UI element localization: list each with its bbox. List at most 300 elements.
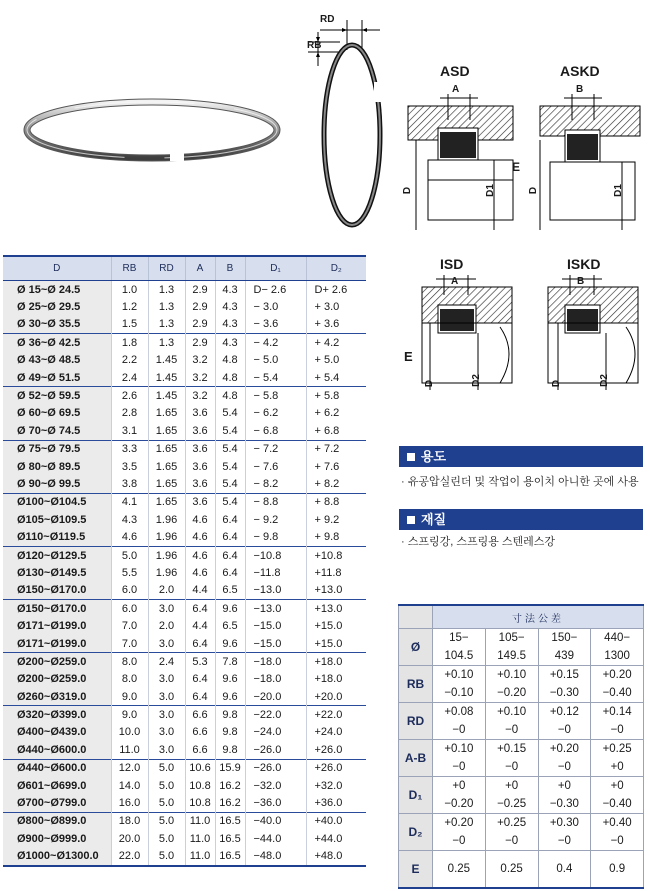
table-cell: D− 2.6 — [245, 281, 306, 299]
diameter-range-cell: Ø320~Ø399.0 — [3, 706, 111, 724]
table-cell: 6.4 — [185, 688, 215, 706]
table-cell: 15.9 — [215, 759, 245, 777]
tolerance-value: −0 — [452, 835, 466, 847]
diameter-range-cell: Ø130~Ø149.5 — [3, 564, 111, 581]
table-cell: 5.4 — [215, 475, 245, 493]
askd-d-label: D — [528, 186, 540, 195]
tolerance-value: 0.9 — [609, 863, 626, 875]
asd-e-label: E — [512, 160, 521, 174]
table-cell: 5.4 — [215, 493, 245, 511]
table-cell: 5.0 — [148, 777, 185, 794]
table-row — [3, 405, 366, 422]
tolerance-cell — [538, 851, 591, 889]
table-cell: 4.3 — [215, 334, 245, 352]
tolerance-cell — [485, 814, 538, 851]
table-row — [3, 830, 366, 847]
iskd-b-label: B — [577, 276, 585, 287]
table-cell: 10.0 — [111, 724, 148, 741]
tolerance-table — [398, 604, 644, 889]
tolerance-value: +0.20 — [602, 669, 632, 681]
square-bullet-icon — [407, 516, 415, 524]
tolerance-value: 0.4 — [556, 863, 573, 875]
table-cell: 1.2 — [111, 298, 148, 315]
tolerance-label: E — [399, 851, 433, 889]
table-cell: 7.0 — [111, 635, 148, 653]
table-cell: + 5.8 — [306, 387, 366, 405]
tolerance-label: RB — [399, 666, 433, 703]
table-cell: 11.0 — [185, 812, 215, 830]
table-cell: −44.0 — [245, 830, 306, 847]
table-cell: 6.6 — [185, 724, 215, 741]
column-header: D₂ — [306, 256, 366, 281]
tolerance-cell — [591, 740, 644, 777]
tolerance-value: −0 — [452, 724, 466, 736]
table-row — [3, 298, 366, 315]
table-cell: + 3.6 — [306, 316, 366, 334]
diameter-range-cell: Ø440~Ø600.0 — [3, 759, 111, 777]
table-cell: 4.6 — [111, 528, 148, 546]
tolerance-label: RD — [399, 703, 433, 740]
tolerance-cell — [485, 740, 538, 777]
table-row — [3, 458, 366, 475]
tolerance-row — [399, 740, 644, 777]
table-row — [3, 617, 366, 634]
tolerance-cell — [591, 666, 644, 703]
tolerance-value: +0 — [610, 780, 624, 792]
table-cell: 4.3 — [215, 316, 245, 334]
table-row — [3, 653, 366, 671]
table-cell: −22.0 — [245, 706, 306, 724]
table-cell: 16.5 — [215, 830, 245, 847]
table-cell: −15.0 — [245, 635, 306, 653]
table-cell: 3.2 — [185, 369, 215, 387]
dimension-table-header — [3, 256, 366, 281]
table-cell: 3.1 — [111, 422, 148, 440]
tolerance-cell — [538, 777, 591, 814]
tolerance-row — [399, 777, 644, 814]
column-header: RD — [148, 256, 185, 281]
diameter-range-cell: Ø150~Ø170.0 — [3, 600, 111, 618]
tolerance-label: A-B — [399, 740, 433, 777]
table-cell: 4.6 — [185, 511, 215, 528]
tolerance-row — [399, 851, 644, 889]
diameter-range-cell: Ø700~Ø799.0 — [3, 794, 111, 812]
tolerance-cell — [433, 851, 486, 889]
diameter-range-cell: Ø 90~Ø 99.5 — [3, 475, 111, 493]
table-cell: −18.0 — [245, 653, 306, 671]
diameter-range-cell: Ø260~Ø319.0 — [3, 688, 111, 706]
table-cell: 4.6 — [185, 528, 215, 546]
isd-d2-label: D2 — [470, 374, 482, 387]
isd-a-label: A — [451, 276, 459, 287]
table-cell: + 8.2 — [306, 475, 366, 493]
usage-title: 용도 — [421, 449, 447, 464]
table-cell: 1.3 — [148, 281, 185, 299]
ring-photo — [20, 95, 285, 170]
table-cell: 2.2 — [111, 352, 148, 369]
table-cell: 6.4 — [185, 600, 215, 618]
table-cell: 6.4 — [185, 635, 215, 653]
table-cell: +48.0 — [306, 848, 366, 866]
tolerance-cell — [433, 814, 486, 851]
table-cell: − 8.8 — [245, 493, 306, 511]
table-cell: + 6.8 — [306, 422, 366, 440]
table-cell: 3.6 — [185, 458, 215, 475]
table-cell: 3.8 — [111, 475, 148, 493]
tolerance-row — [399, 703, 644, 740]
table-cell: 16.0 — [111, 794, 148, 812]
table-row — [3, 422, 366, 440]
tolerance-cell — [485, 629, 538, 666]
table-cell: 2.9 — [185, 334, 215, 352]
tolerance-value: 104.5 — [444, 650, 474, 662]
table-cell: 7.0 — [111, 617, 148, 634]
table-cell: − 9.8 — [245, 528, 306, 546]
table-cell: − 8.2 — [245, 475, 306, 493]
square-bullet-icon — [407, 453, 415, 461]
tolerance-cell — [433, 777, 486, 814]
tolerance-value: 439 — [554, 650, 574, 662]
table-row — [3, 741, 366, 759]
table-cell: 9.8 — [215, 724, 245, 741]
table-cell: 10.8 — [185, 794, 215, 812]
tolerance-value: −0.40 — [602, 798, 632, 810]
tolerance-value: 1300 — [604, 650, 630, 662]
tolerance-value: +0.10 — [497, 706, 527, 718]
tolerance-value: −0.25 — [497, 798, 527, 810]
table-cell: 3.6 — [185, 493, 215, 511]
diameter-range-cell: Ø 49~Ø 51.5 — [3, 369, 111, 387]
table-cell: 4.8 — [215, 387, 245, 405]
table-cell: 5.0 — [148, 812, 185, 830]
corner-cell — [399, 605, 433, 629]
table-cell: 1.65 — [148, 440, 185, 458]
tolerance-value: 0.25 — [500, 863, 523, 875]
table-cell: 6.4 — [215, 511, 245, 528]
tolerance-value: +0 — [557, 780, 571, 792]
tolerance-label: D₂ — [399, 814, 433, 851]
table-cell: + 4.2 — [306, 334, 366, 352]
diameter-range-cell: Ø 30~Ø 35.5 — [3, 316, 111, 334]
tolerance-value: −0 — [610, 724, 624, 736]
asd-d1-label: D1 — [484, 184, 496, 197]
iskd-d2-label: D2 — [598, 374, 610, 387]
table-cell: 1.65 — [148, 458, 185, 475]
table-cell: − 4.2 — [245, 334, 306, 352]
table-cell: 9.6 — [215, 671, 245, 688]
table-row — [3, 582, 366, 600]
diameter-range-cell: Ø 70~Ø 74.5 — [3, 422, 111, 440]
table-cell: 4.8 — [215, 369, 245, 387]
rb-label: RB — [307, 40, 322, 51]
tolerance-value: +0.15 — [549, 669, 579, 681]
diameter-range-cell: Ø100~Ø104.5 — [3, 493, 111, 511]
table-cell: 11.0 — [111, 741, 148, 759]
table-cell: 22.0 — [111, 848, 148, 866]
table-cell: 3.0 — [148, 671, 185, 688]
table-cell: − 7.6 — [245, 458, 306, 475]
table-cell: −24.0 — [245, 724, 306, 741]
table-cell: 16.5 — [215, 848, 245, 866]
table-cell: 5.0 — [148, 848, 185, 866]
tolerance-cell — [538, 740, 591, 777]
tolerance-label: D₁ — [399, 777, 433, 814]
tolerance-cell — [591, 851, 644, 889]
table-cell: 3.3 — [111, 440, 148, 458]
column-header: D — [3, 256, 111, 281]
table-cell: 3.6 — [185, 422, 215, 440]
diameter-range-cell: Ø120~Ø129.5 — [3, 546, 111, 564]
table-cell: 5.4 — [215, 422, 245, 440]
tolerance-value: −0 — [557, 835, 571, 847]
dimension-table — [3, 255, 366, 867]
table-cell: 3.2 — [185, 352, 215, 369]
table-cell: 1.3 — [148, 334, 185, 352]
table-row — [3, 564, 366, 581]
diameter-range-cell: Ø 80~Ø 89.5 — [3, 458, 111, 475]
table-cell: +26.0 — [306, 759, 366, 777]
tolerance-cell — [485, 851, 538, 889]
tolerance-value: +0.25 — [602, 743, 632, 755]
table-cell: 8.0 — [111, 653, 148, 671]
material-title: 재질 — [421, 512, 447, 527]
table-cell: 1.96 — [148, 528, 185, 546]
diameter-range-cell: Ø 43~Ø 48.5 — [3, 352, 111, 369]
table-cell: −10.8 — [245, 546, 306, 564]
tolerance-cell — [433, 629, 486, 666]
tolerance-cell — [485, 703, 538, 740]
column-header: RB — [111, 256, 148, 281]
diameter-range-cell: Ø400~Ø439.0 — [3, 724, 111, 741]
table-cell: +11.8 — [306, 564, 366, 581]
table-cell: 1.45 — [148, 387, 185, 405]
table-cell: 3.6 — [185, 475, 215, 493]
tolerance-value: 0.25 — [447, 863, 471, 875]
table-cell: +13.0 — [306, 582, 366, 600]
tolerance-value: −0 — [505, 761, 519, 773]
diameter-range-cell: Ø440~Ø600.0 — [3, 741, 111, 759]
table-cell: + 9.2 — [306, 511, 366, 528]
table-cell: 1.65 — [148, 405, 185, 422]
table-cell: 5.0 — [148, 759, 185, 777]
table-cell: 1.96 — [148, 564, 185, 581]
table-cell: +20.0 — [306, 688, 366, 706]
tolerance-value: −0.40 — [602, 687, 632, 699]
table-row — [3, 724, 366, 741]
table-cell: 18.0 — [111, 812, 148, 830]
table-cell: +36.0 — [306, 794, 366, 812]
tolerance-value: 105− — [498, 632, 525, 644]
diameter-range-cell: Ø150~Ø170.0 — [3, 582, 111, 600]
table-cell: 6.4 — [215, 546, 245, 564]
tolerance-value: +0.40 — [602, 817, 632, 829]
table-cell: 4.8 — [215, 352, 245, 369]
table-cell: − 5.0 — [245, 352, 306, 369]
asd-a-label: A — [452, 84, 460, 95]
iskd-d-label: D — [551, 379, 563, 388]
table-cell: +22.0 — [306, 706, 366, 724]
table-cell: −11.8 — [245, 564, 306, 581]
table-cell: +24.0 — [306, 724, 366, 741]
tolerance-value: −0 — [610, 835, 624, 847]
diameter-range-cell: Ø200~Ø259.0 — [3, 671, 111, 688]
table-cell: −15.0 — [245, 617, 306, 634]
table-cell: 8.0 — [111, 671, 148, 688]
table-cell: 3.0 — [148, 741, 185, 759]
tolerance-value: 150− — [551, 632, 578, 644]
tolerance-value: 440− — [604, 632, 631, 644]
table-cell: 4.3 — [215, 298, 245, 315]
tolerance-cell — [538, 814, 591, 851]
table-cell: 5.4 — [215, 458, 245, 475]
table-cell: −48.0 — [245, 848, 306, 866]
table-cell: +32.0 — [306, 777, 366, 794]
table-cell: 20.0 — [111, 830, 148, 847]
isd-d-label: D — [424, 379, 436, 388]
table-row — [3, 848, 366, 866]
table-cell: 6.5 — [215, 582, 245, 600]
table-cell: 6.0 — [111, 582, 148, 600]
table-cell: −13.0 — [245, 600, 306, 618]
table-cell: 1.8 — [111, 334, 148, 352]
table-cell: 1.96 — [148, 511, 185, 528]
diameter-range-cell: Ø1000~Ø1300.0 — [3, 848, 111, 866]
table-cell: +26.0 — [306, 741, 366, 759]
diameter-range-cell: Ø800~Ø899.0 — [3, 812, 111, 830]
diameter-range-cell: Ø171~Ø199.0 — [3, 617, 111, 634]
table-cell: 11.0 — [185, 830, 215, 847]
tolerance-value: +0.10 — [497, 669, 527, 681]
tolerance-value: 15− — [449, 632, 469, 644]
table-cell: 5.5 — [111, 564, 148, 581]
table-cell: 9.6 — [215, 635, 245, 653]
tolerance-value: 149.5 — [497, 650, 527, 662]
tolerance-cell — [591, 703, 644, 740]
tolerance-cell — [538, 703, 591, 740]
table-row — [3, 671, 366, 688]
asd-askd-drawings — [400, 80, 645, 235]
table-cell: 9.0 — [111, 688, 148, 706]
table-cell: −36.0 — [245, 794, 306, 812]
table-cell: 6.5 — [215, 617, 245, 634]
table-cell: 9.8 — [215, 706, 245, 724]
table-cell: +13.0 — [306, 600, 366, 618]
table-cell: 3.6 — [185, 405, 215, 422]
table-cell: +18.0 — [306, 671, 366, 688]
table-cell: −26.0 — [245, 741, 306, 759]
table-cell: + 9.8 — [306, 528, 366, 546]
table-cell: 6.6 — [185, 741, 215, 759]
table-cell: 4.1 — [111, 493, 148, 511]
table-cell: 16.2 — [215, 794, 245, 812]
table-cell: 2.6 — [111, 387, 148, 405]
table-cell: 16.2 — [215, 777, 245, 794]
table-cell: 1.65 — [148, 422, 185, 440]
table-cell: 1.96 — [148, 546, 185, 564]
table-cell: 6.0 — [111, 600, 148, 618]
table-cell: 2.4 — [111, 369, 148, 387]
table-cell: − 6.8 — [245, 422, 306, 440]
tolerance-value: −0 — [557, 761, 571, 773]
table-cell: 7.8 — [215, 653, 245, 671]
table-cell: +15.0 — [306, 617, 366, 634]
table-cell: 5.3 — [185, 653, 215, 671]
table-cell: − 3.0 — [245, 298, 306, 315]
table-cell: −40.0 — [245, 812, 306, 830]
table-cell: 16.5 — [215, 812, 245, 830]
table-cell: 3.0 — [148, 706, 185, 724]
tolerance-value: −0.20 — [444, 798, 474, 810]
asd-d-label: D — [402, 186, 414, 195]
table-cell: +18.0 — [306, 653, 366, 671]
table-cell: 10.6 — [185, 759, 215, 777]
table-cell: 2.4 — [148, 653, 185, 671]
table-cell: +40.0 — [306, 812, 366, 830]
table-row — [3, 706, 366, 724]
table-row — [3, 511, 366, 528]
tolerance-value: −0 — [505, 835, 519, 847]
table-cell: 3.6 — [185, 440, 215, 458]
table-cell: 9.8 — [215, 741, 245, 759]
table-cell: −13.0 — [245, 582, 306, 600]
table-cell: − 3.6 — [245, 316, 306, 334]
table-cell: 2.9 — [185, 281, 215, 299]
tolerance-value: −0.30 — [549, 687, 579, 699]
table-cell: D+ 2.6 — [306, 281, 366, 299]
table-cell: 5.4 — [215, 440, 245, 458]
table-row — [3, 528, 366, 546]
table-row — [3, 759, 366, 777]
rd-label: RD — [320, 14, 335, 25]
tolerance-cell — [433, 703, 486, 740]
table-row — [3, 440, 366, 458]
table-cell: 4.6 — [185, 564, 215, 581]
diameter-range-cell: Ø171~Ø199.0 — [3, 635, 111, 653]
table-row — [3, 316, 366, 334]
tolerance-value: +0 — [452, 780, 466, 792]
table-cell: 3.2 — [185, 387, 215, 405]
table-cell: 4.4 — [185, 582, 215, 600]
table-cell: 4.6 — [185, 546, 215, 564]
table-cell: 2.9 — [185, 316, 215, 334]
diameter-range-cell: Ø200~Ø259.0 — [3, 653, 111, 671]
table-row — [3, 688, 366, 706]
tolerance-value: +0.20 — [444, 817, 474, 829]
tolerance-value: −0.30 — [549, 798, 579, 810]
table-cell: 9.0 — [111, 706, 148, 724]
table-cell: 5.0 — [111, 546, 148, 564]
table-cell: 12.0 — [111, 759, 148, 777]
table-cell: 9.6 — [215, 600, 245, 618]
table-cell: −32.0 — [245, 777, 306, 794]
column-header: A — [185, 256, 215, 281]
column-header: B — [215, 256, 245, 281]
diameter-range-cell: Ø 75~Ø 79.5 — [3, 440, 111, 458]
table-cell: 4.4 — [185, 617, 215, 634]
diameter-range-cell: Ø900~Ø999.0 — [3, 830, 111, 847]
table-cell: 1.3 — [148, 298, 185, 315]
diameter-range-cell: Ø 25~Ø 29.5 — [3, 298, 111, 315]
table-cell: 4.3 — [215, 281, 245, 299]
tolerance-cell — [485, 666, 538, 703]
table-row — [3, 369, 366, 387]
diameter-range-cell: Ø110~Ø119.5 — [3, 528, 111, 546]
table-cell: − 5.4 — [245, 369, 306, 387]
askd-b-label: B — [576, 84, 584, 95]
asd-title: ASD — [440, 63, 470, 79]
table-row — [3, 794, 366, 812]
tolerance-value: −0 — [557, 724, 571, 736]
